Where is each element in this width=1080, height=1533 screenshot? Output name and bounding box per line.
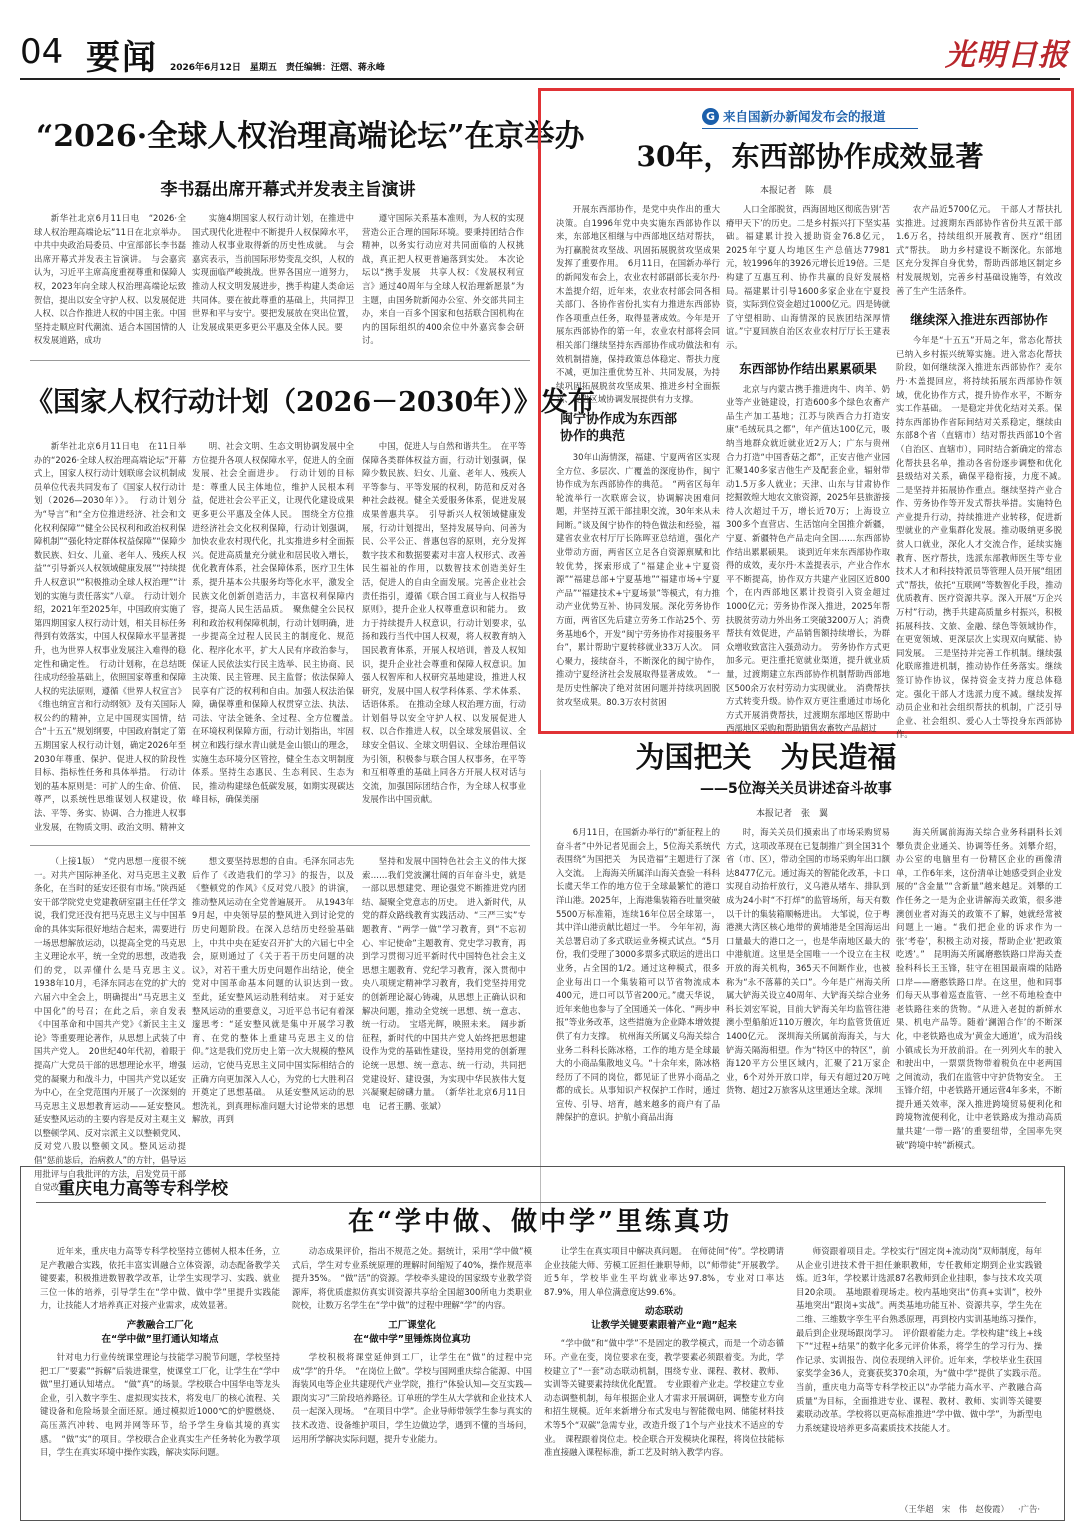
feature-title: 30年，东西部协作成效显著 — [636, 140, 984, 173]
ad-subhead-3: 动态联动 让教学关键要素跟着产业“跑”起来 — [591, 1306, 737, 1332]
feature-col2: 人口全部脱贫，西海固地区彻底告别‘苦瘠甲天下’的历史。二是乡村振兴打下坚实基础。福建累计投入援助资金76.8亿元，2025年宁夏人均地区生产总值达77981元，较1996年的3926元增长近19倍。三是构建了互惠互利、协作共赢的良好发展格局。福建累计引导1600多家企业在宁夏投资，实际到位资金超过1000亿元。四是铸就了守望相助、山海情深的民族团结深厚情谊。”宁夏回族自治区农业农村厅厅长王建表示。 东西部协作结出累累硕果 北京与内蒙古携手推进肉牛、肉羊、奶业等产业链建设，打造600多个绿色农畜产品生产加工基地；江苏与陕西合力打造安康“毛绒玩具之都”，年产值达100亿元，吸纳当地群众就近就业近2万人；广东与贵州合力打造“中国香菇之都”，正安吉他产业园汇聚140多家吉他生产及配套企业，辐射带动1.5万多人就业；天津、山东与甘肃协作挖掘敦煌大地农文旅资源，2025年县旅游接待人次超过千万，增长近70万；上海设立300多个直营店、生活馆向全国推介新疆，宁夏、新疆特色产品走向全国……东西部协作结出累累硕果。 谈到近年来东西部协作取得的成效，麦尔丹·木盖提表示，产业合作水平不断提高，协作双方共建产业园区近800个，在内西部地区累计投资引入资金超过1000亿元；劳务协作深入推进，2025年帮扶脱贫劳动力外出务工突破3200万人；消费帮扶有效促进，产品销售额持续增长，为群众增收致富注入强劲动力。 劳务协作方式更加多元。更注重托宽就业渠道，提升就业质量，过渡期建立东西部协作机制帮助西部地区500余万农村劳动力实现就业。 消费帮扶方式转变升级。协作双方更注重通过市场化方式开展消费帮扶，过渡期东部地区帮助中西部地区采购和帮助销售农畜牧产品超过 — [726, 204, 890, 734]
kicker-text: 来自国新办新闻发布会的报道 — [723, 109, 886, 124]
feature-subhead-2: 东西部协作结出累累硕果 — [739, 360, 877, 376]
ad-subhead-2: 工厂课堂化 在“做中学”里锤炼岗位真功 — [353, 1319, 471, 1345]
article2-col2: 明、社会文明、生态文明协调发展中全方位提升各项人权保障水平，促进人的全面发展、社会全面进步。 行动计划的目标是：尊重人民主体地位，维护人民根本利益，促进社会公平正义，让现代化建设成果更多更公平惠及全体人民。 围绕全方位推进经济社会文化权利保障，行动计划强调，加快农业农村现代化，扎实推进乡村全面振兴。促进高质量充分就业和居民收入增长，优化教育体系，社会保障体系，医疗卫生体系，提升基本公共服务均等化水平，激发全民族文化创新创造活力，丰富权利保障内容，提高人民生活品质。 聚焦健全公民权利和政治权利保障机制，行动计划明确，进一步提高全过程人民民主的制度化、规范化、程序化水平，扩大人民有序政治参与，保证人民依法实行民主选举、民主协商、民主决策、民主管理、民主监督；依法保障人民享有广泛的权利和自由。加强人权法治保障，确保尊重和保障人权贯穿立法、执法、司法、守法全链条、全过程、全方位覆盖。 在环境权利保障方面，行动计划指出，牢固树立和践行绿水青山就是金山银山的理念，实施生态环境分区管控，健全生态文明制度体系。坚持生态惠民、生态利民、生态为民，推动构建绿色低碳发展，如期实现碳达峰目标，确保美丽 — [192, 441, 363, 805]
article4-col1: 6月11日，在国新办举行的“新征程上的奋斗者”中外记者见面会上，5位海关系统代表围绕“为国把关 为民造福”主题进行了深入交流。 上海海关所属洋山海关查验一科科长虞天华工作的地方位于全球最繁忙的港口洋山港。2025年，上海港集装箱吞吐量突破5500万标准箱，连续16年位居全球第一，其中洋山港贡献比超过一半。 今年年初，海关总署启动了多式联运业务模式试点。“5月份，我们受理了3000多票多式联运的进出口业务，占全国的1/2。通过这种模式，很多企业每出口一个集装箱可以节省物流成本400元，进口可以节省200元。”虞天华说，近年来他也参与了全国通关一体化、“两步申报”等业务改革，这些措施为企业降本增效提供了有力支撑。 杭州海关所属义乌海关综合业务二科科长陈冰格，工作的地方是全球最大的小商品集散地义乌。“十余年来，陈冰格经历了不同的岗位，都见证了世界小商品之都的成长。从事知识产权保护工作时，通过宣传、引导、培育，越来越多的商户有了品牌保护的意识。护航小商品出海 — [556, 827, 720, 1123]
feature-col1: 开展东西部协作，是党中央作出的重大决策。自1996年党中央实施东西部协作以来，东部地区相继与中西部地区结对帮扶，为打赢脱贫攻坚战、巩固拓展脱贫攻坚成果发挥了重要作用。 6月11日，在国新办举行的新闻发布会上，农业农村部副部长麦尔丹·木盖提介绍，近年来，农业农村部会同各相关部门、各协作省份扎实有力推进东西部协作各项重点任务，取得显著成效。今年是开展东西部协作的第一年，农业农村部将会同相关部门继续坚持东西部协作成功做法和有效机制措施，保持政策总体稳定、帮扶力度不减，更加注重优势互补、共同发展，为持续巩固拓展脱贫攻坚成果、推进乡村全面振兴、促进区域协调发展提供有力支撑。 闽宁协作成为东西部协作的典范 30年山海情深，福建、宁夏两省区实现全方位、多层次、广覆盖的深度协作，闽宁协作成为东西部协作的典范。 “两省区每年轮流举行一次联席会议，协调解决困难问题，并坚持互派干部挂职交流，30年来从未间断。”谈及闽宁协作的特色做法和经验，福建省农业农村厅厅长陈晖亚总结道，强化产业带动方面，两省区立足各自资源禀赋和比较优势，探索形成了“福建企业+宁夏资源”“福建总部+宁夏基地”“福建市场+宁夏产品”“福建技术+宁夏场景”等模式，有力推动产业优势互补、协同发展。深化劳务协作方面，两省区先后建立劳务工作站25个、劳务基地6个，开发“闽宁劳务协作对接服务平台”，累计帮助宁夏转移就业33万人次。 同心聚力，接续奋斗，不断深化的闽宁协作，推动宁夏经济社会发展取得显著成效。 “一是历史性解决了绝对贫困问题并持续巩固脱贫攻坚成果。80.3万农村贫困 — [556, 204, 720, 707]
article3-col2: 想文要坚持思想的自由。毛泽东同志先后作了《改造我们的学习》的报告，以及《整顿党的作风》《反对党八股》的讲演，推动整风运动在全党普遍展开。 从1943年9月起，中央领导层的整风进入到讨论党的历史问题阶段。在深入总结历史经验基础上，中共中央在延安召开扩大的六届七中全会，原则通过了《关于若干历史问题的决议》，对若干重大历史问题作出结论，使全党对中国革命基本问题的认识达到一致。 至此，延安整风运动胜利结束。 对于延安整风运动的重要意义，习近平总书记有着深邃思考：“延安整风就是集中开展学习教育、在党的整体上重建马克思主义的信仰。”这是我们党历史上第一次大规模的整风运动，它使马克思主义同中国实际相结合的正确方向更加深入人心，为党的七大胜利召开奠定了思想基础。 从延安整风运动的思想洗礼，到真理标准问题大讨论带来的思想解放，再到 — [192, 856, 363, 1125]
article4-title: 为国把关 为民造福 — [635, 740, 897, 774]
divider — [30, 845, 530, 846]
ad-subhead-1: 产教融合工厂化 在“学中做”里打通认知堵点 — [101, 1319, 219, 1345]
ad-col1: 近年来，重庆电力高等专科学校坚持立德树人根本任务，立足产教融合实践，依托丰富实训融合立体资源，动态配备教学关键要素，积极推进数智教学改革，让学生实现学习、实践、就业三位一体的培养，引导学生在“学中做、做中学”里提升实践能力，让技能人才培养真正对接产业需求，成效显著。 产教融合工厂化 在“学中做”里打通认知堵点 针对电力行业传统课堂理论与技能学习脱节问题，学校坚持把工厂“要素”“拆解”后装进课堂，使课堂工厂化，让学生在“学中做”里打通认知堵点。 “做”真“的场景。学校联合中国华电等龙头企业，引入数字孪生、虚拟现实技术，将发电厂的核心流程、关键设备和危险场景全面还原。通过模拟近1000℃的炉膛燃烧、高压蒸汽冲转、电网并网等环节，给予学生身临其境的真实感。 “做”实“的项目。学校联合企业真实生产任务转化为教学项目，学生在真实环境中操作实践，解决实际问题。 — [40, 1246, 280, 1458]
section-name: 要闻 — [86, 38, 158, 78]
feature-byline: 本报记者 陈 晨 — [760, 186, 833, 196]
article1-title: “2026·全球人权治理高端论坛”在京举办 — [36, 119, 585, 154]
ad-col4: 师资跟着项目走。学校实行“固定岗+流动岗”双师制度，每年从企业引进技术骨干担任兼职教师，专任教师定期到企业实践锻炼。近3年，学校累计选派87名教师到企业挂职，参与技术攻关项目20余项。 基地跟着现场走。校内基地突出“仿真+实训”，校外基地突出“跟岗+实战”。两类基地功能互补、资源共享，学生先在二维、三维数字孪生平台熟悉原理，再到校内实训基地练习操作，最后到企业现场跟岗学习。 评价跟着能力走。学校构建“线上+线下”“过程+结果”的数字化多元评价体系，将学生的学习行为、操作记录、实训报告、岗位表现纳入评价。近年来，学校毕业生获国家奖学金36人，竞赛获奖370余项，为“做中学”提供了实践示范。 当前，重庆电力高等专科学校正以“办学能力高水平、产教融合高质量”为目标，全面推进专业、课程、教材、教师、实训等关键要素联动改革。学校将以更高标准推进“学中做、做中学”，为新型电力系统建设培养更多高素质技术技能人才。 — [796, 1246, 1051, 1433]
article4-subtitle: ——5位海关关员讲述奋斗故事 — [700, 781, 892, 797]
kicker-underline — [702, 128, 918, 129]
article4-col3: 海关所属前海海关综合业务科副科长刘攀负责企业通关、协调等任务。刘攀介绍，办公室的电脑里有一份精区企业的画像清单，工作6年来，这份清单让她感受到企业发展的“含金量”“含新量”越来越足。刘攀的工作任务之一是为企业讲解海关政策，很多港澳创业者对海关的政策不了解，她就经常被问题上一遍。“我们把企业的诉求作为一张‘考卷’，积极主动对接，帮助企业‘把政策吃透’。” 昆明海关所属磨憨铁路口岸海关查验科科长王玉锋，驻守在祖国最南端的陆路口岸——磨憨铁路口岸。在这里，他和同事们每天从事着巡查监管、一丝不苟地检查中老铁路往来的货物。“从进入老挝的新鲜水果、机电产品等。随着‘澜湄合作’的不断深化，中老铁路也成为‘黄金大通道’，成为沿线小镇成长为开放前沿。在一列列火车的驶入和驶出中，一票票货物带着税负在中老两国之间流动，我们在监管中守护货物安全。 王玉锋介绍，中老铁路开通运营4年多来，不断提升通关效率，深入推进跨境贸易便利化和跨境物流便利化，让中老铁路成为推动高质量共建‘一带一路’的重要纽带，全国率先突破“跨境中转”新模式。 — [896, 827, 1062, 1150]
header-rule — [20, 78, 1060, 80]
article1-col3: 遵守国际关系基本准则，为人权的实现营造公正合理的国际环境。要秉持团结合作精神，以务实行动应对共同面临的人权挑战，真正把人权更普遍落到实处。 本次论坛以“携手发展 共享人权：《发展权利宣言》通过40周年与全球人权治理新愿景”为主题，由国务院新闻办公室、外交部共同主办，来自一百多个国家和包括联合国机构在内的国际组织的400余位中外嘉宾参会研讨。 — [362, 213, 524, 346]
feature-subhead-1: 闽宁协作成为东西部协作的典范 — [560, 411, 678, 444]
news-office-logo-icon: G — [702, 108, 719, 125]
article1-col2: 实施4期国家人权行动计划，在推进中国式现代化进程中不断提升人权保障水平，推动人权事业取得新的历史性成就。 与会嘉宾表示，当前国际形势变乱交织，人权的实现面临严峻挑战。世界各国应一道努力，推动人权文明发展进步，携手构建人类命运共同体。要在彼此尊重的基础上，共同捍卫世界和平与安宁。要把发展放在突出位置，让发展成果更多更公平惠及全体人民。要 — [192, 213, 354, 332]
ad-school-name: 重庆电力高等专科学校 — [58, 1179, 228, 1199]
divider — [30, 360, 530, 361]
ad-header-rule — [36, 1202, 1046, 1203]
feature-kicker — [702, 106, 886, 126]
feature-col3: 农产品近5700亿元。 干部人才帮扶扎实推进。过渡期东西部协作省份共互派干部1.6万名，持续组织开展教育、医疗“组团式”帮扶。 助力乡村建设不断深化。东部地区充分发挥自身优势，帮助西部地区制定乡村发展规划，完善乡村基础设施等，有效改善了生产生活条件。 继续深入推进东西部协作 今年是“十五五”开局之年，常态化帮扶已纳入乡村振兴统筹实施。进入常态化帮扶阶段，如何继续深入推进东西部协作？麦尔丹·木盖提回应，将持续拓展东西部协作领域，优化协作方式，提升协作水平，不断夯实工作基础。 一是稳定并优化结对关系。保持东西部协作省际间结对关系稳定，继续由东部8个省（直辖市）结对帮扶西部10个省（自治区、直辖市），同时结合新确定的常态化帮扶县名单，推动各省份逐步调整和优化县级结对关系，确保平稳衔接，力度不减。 二是坚持并拓展协作重点。继续坚持产业合作、劳务协作等开发式帮扶举措。实施特色产业提升行动，持续推进产业转移，促进新型就业的产业集群化发展。推动吸纳更多脱贫人口就业，深化人才交流合作，延续实施教育、医疗帮扶，选派东部教师医生等专业技术人才和科技特派员等管理人员开展“组团式”帮扶，依托“互联网”等数智化手段，推动优质教育、医疗资源共享。深入开展“万企兴万村”行动，携手共建高质量乡村振兴，积极拓展科技、文旅、金融、绿色等领域协作，在更宽领域、更深层次上实现双向赋能、协同发展。 三是坚持并完善工作机制。继续强化联席推进机制，推动协作任务落实。继续签订协作协议，保持资金支持力度总体稳定。强化干部人才选派力度不减。继续发挥动员企业和社会组织帮扶的机制，广泛引导企业、社会组织、爱心人士等投身东西部协作。 — [896, 204, 1071, 740]
article2-col1: 新华社北京6月11日电 在11日举办的“2026·全球人权治理高端论坛”开幕式上，国家人权行动计划联席会议机制成员单位代表共同发布了《国家人权行动计划（2026—2030年）》。 行动计划分为“导言”和“全方位推进经济、社会和文化权利保障”“健全公民权利和政治权利保障机制”“强化特定群体权益保障”“保障少数民族、妇女、儿童、老年人、残疾人权益”“引导新兴人权领域健康发展”“持续提升人权意识”“积极推动全球人权治理”“计划的实施与责任落实”八章。 行动计划介绍，2021年至2025年，中国政府实施了第四期国家人权行动计划，相关目标任务得到有效落实，中国人权保障水平显著提升，也为世界人权事业发展注入难得的稳定性和确定性。 行动计划称，在总结既往成功经验基础上，依照国家尊重和保障人权的宪法原则，遵循《世界人权宣言》《维也纳宣言和行动纲领》及有关国际人权公约的精神，立足中国现实国情，结合“十五五”规划纲要，中国政府制定了第五期国家人权行动计划，确定2026年至2030年尊重、保护、促进人权的阶段性目标、指标性任务和具体举措。 行动计划的基本原则是：可扩人的生命、价值、尊严，以系统性思维谋划人权建设，依法、平等、务实、协调、合力推进人权事业发展，在物质文明、政治文明、精神文 — [34, 441, 186, 832]
ad-mark: ·广告· — [1018, 1504, 1041, 1514]
article1-col1: 新华社北京6月11日电 “2026·全球人权治理高端论坛”11日在北京举办。中共中央政治局委员、中宣部部长李书磊出席开幕式并发表主旨演讲。 与会嘉宾认为，习近平主席高度重视尊重和保障人权，2023年向全球人权治理高端论坛致贺信，提出以安全守护人权、以发展促进人权、以合作推进人权的中国主张。中国坚持走顺应时代潮流、适合本国国情的人权发展道路，成功 — [34, 213, 186, 346]
ad-col2: 动态成果评价，指出不规范之处。据统计，采用“学中做”模式后，学生对专业系统原理的理解时间缩短了40%，操作规范率提升35%。 “做”活”的资源。学校牵头建设的国家级专业教学资源库，将优质虚拟仿真实训资源共享给全国超300所电力类职业院校，让数万名学生在“学中做”的过程中理解“学”的内容。 工厂课堂化 在“做中学”里锤炼岗位真功 学校积极将课堂延伸到工厂，让学生在“做”的过程中完成“学”的升华。 “在岗位上做”。学校与国网重庆综合能源、中国海装风电等企业共建现代产业学院，推行“体验认知—交互实践—跟岗实习”三阶段培养路径。订单班的学生从大学就和企业技术人员一起深入现场。 “在项目中学”。企业导师带领学生参与真实的技术改造、设备维护项目，学生边做边学，遇到不懂的当场问，运用所学解决实际问题，提升专业能力。 — [292, 1246, 532, 1444]
page-number: 04 — [20, 32, 64, 72]
masthead-logo: 光明日报 — [945, 38, 1069, 73]
date-line: 2026年6月12日 星期五 责任编辑：汪熠、蒋永峰 — [170, 63, 385, 73]
article1-subtitle: 李书磊出席开幕式并发表主旨演讲 — [160, 180, 416, 200]
ad-col3: 让学生在真实项目中解决真问题。 在师徒间“传”。学校聘请企业技能大师、劳模工匠担任兼职导师，以“师带徒”开展教学。近5年，学校毕业生平均就业率达97.8%，专业对口率达87.9%，用人单位满意度达99.6%。 动态联动 让教学关键要素跟着产业“跑”起来 “学中做”和“做中学”不是固定的教学模式，而是一个动态循环。产业在变，岗位要求在变，教学要素必须跟着变。为此，学校建立了“一套”动态联动机制，围绕专业、课程、教材、教师、实训等关键要素持续优化配置。 专业跟着产业走。学校建立专业动态调整机制，每年根据企业人才需求开展调研，调整专业方向和招生规模。近年来新增分布式发电与智能微电网、储能材料技术等5个“双碳”急需专业，改造升级了1个与产业技术不适应的专业。 课程跟着岗位走。校企联合开发模块化课程，将岗位技能标准直接融入课程标准，新工艺及时纳入教学内容。 — [544, 1246, 784, 1458]
article4-col2: 时，海关关员们摸索出了市场采购贸易方式，这项改革现在已复制推广到全国31个省（市、区），带动全国的市场采购年出口额达8477亿元。通过海关的智能化改革，卡口实现自动抬杆放行，义乌港从堵车、排队到成为24小时“不打烊”的监管场所，每天有数以千计的集装箱顺畅进出。 大邹说，位于粤港澳大湾区核心地带的黄埔港是全国海运出口量最大的港口之一，也是华南地区最大的中港航道。这里是全国唯一一个设立在主权开放的海关机构，365天不间断作业，也被称为“永不落幕的关口”。今年是广州海关所属大铲海关设立40周年、大铲海关综合业务科长刘宏军说，目前大铲海关年均监管往港澳小型船舶近110万艘次，年均监管货值近1400亿元。 深圳海关所属前海海关，与大铲海关隔海相望。作为“特区中的特区”，前海120平方公里区域内，汇聚了21万家企业，6个对外开放口岸，每天有超过20万吨货物、超过2万旅客从这里通达全球。深圳 — [726, 827, 890, 1096]
ad-title: 在“学中做、做中学”里练真功 — [348, 1207, 732, 1237]
column-divider — [540, 770, 541, 1230]
ad-author: （王华超 宋 伟 赵俊霞） — [900, 1504, 1009, 1514]
feature-subhead-3: 继续深入推进东西部协作 — [910, 312, 1048, 328]
article4-byline: 本报记者 张 翼 — [756, 809, 829, 819]
article3-col1: （上接1版） “党内思想一度很不统一。对共产国际神圣化、对马克思主义教条化，在当时的延安还很有市场。”陕西延安干部学院党史党建教研室副主任任学文说，我们党还没有把马克思主义与中国革命的具体实际很好地结合起来，需要进行一场思想解放运动，以提高全党的马克思主义理论水平，统一全党的思想，改造我们的党，以弄懂什么是马克思主义。 1938年10月，毛泽东同志在党的扩大的六届六中全会上，明确提出“马克思主义中国化”的号召；在此之后，亲自发表《中国革命和中国共产党》《新民主主义论》等重要理论著作，从思想上武装了中国共产党人。 20世纪40年代初，着眼于提高广大党员干部的思想理论水平，增强党的凝聚力和战斗力，中国共产党以延安为中心，在全党范围内开展了一次深刻的马克思主义思想教育运动——延安整风。 延安整风运动的主要内容是反对主观主义以整顿学风、反对宗派主义以整顿党风、反对党八股以整顿文风。整风运动提倡“惩前毖后，治病救人”的方针，倡导运用批评与自我批评的方法，启发党员干部自觉改造 — [34, 856, 195, 1193]
article3-col3: 坚持和发展中国特色社会主义的伟大探索……我们党波澜壮阔的百年奋斗史，就是一部以思想建党、理论强党不断推进党内团结、凝聚全党意志的历史。 进入新时代，从党的群众路线教育实践活动、“三严三实”专题教育、“两学一做”学习教育，到“不忘初心、牢记使命”主题教育、党史学习教育，再到学习贯彻习近平新时代中国特色社会主义思想主题教育、党纪学习教育，深入贯彻中央八项规定精神学习教育，我们党坚持用党的创新理论凝心铸魂，从思想上正确认识和解决问题，推动全党统一思想、统一意志、统一行动。 宝塔光辉，映照未来。 阔步新征程，新时代的中国共产党人始终把思想建设作为党的基础性建设，坚持用党的创新理论统一思想、统一意志、统一行动，共同把党建设好、建设强，为实现中华民族伟大复兴凝聚起磅礴力量。 （新华社北京6月11日电 记者王鹏、张斌） — [362, 856, 526, 1111]
article2-title: 《国家人权行动计划（2026－2030年）》发布 — [26, 387, 595, 418]
article2-col3: 中国，促进人与自然和谐共生。 在平等保障各类群体权益方面，行动计划强调，保障少数民族、妇女、儿童、老年人、残疾人平等参与、平等发展的权利，防范和反对各种社会歧视。健全关爱服务体系，促进发展成果普惠共享。 引导新兴人权领域健康发展，行动计划提出，坚持发展导向、问善为民、公平公正、普惠包容的原则，充分发挥数字技术和数据要素对丰富人权形式、改善民生福祉的作用，以数智技术创造美好生活，促进人的自由全面发展。完善企业社会责任指引，遵循《联合国工商业与人权指导原则》，提升企业人权尊重意识和能力。 致力于持续提升人权意识，行动计划要求，弘扬和践行当代中国人权观，将人权教育纳入国民教育体系，开展人权培训，普及人权知识，提升企业社会尊重和保障人权意识。加强人权智库和人权研究基地建设，推进人权研究，发展中国人权学科体系、学术体系、话语体系。 在推动全球人权治理方面，行动计划倡导以安全守护人权、以发展促进人权、以合作推进人权，以全球发展倡议、全球安全倡议、全球文明倡议、全球治理倡议为引领，积极参与联合国人权事务，在平等和互相尊重的基础上同各方开展人权对话与交流，加强国际团结合作，为全球人权事业发展作出中国贡献。 — [362, 441, 526, 805]
